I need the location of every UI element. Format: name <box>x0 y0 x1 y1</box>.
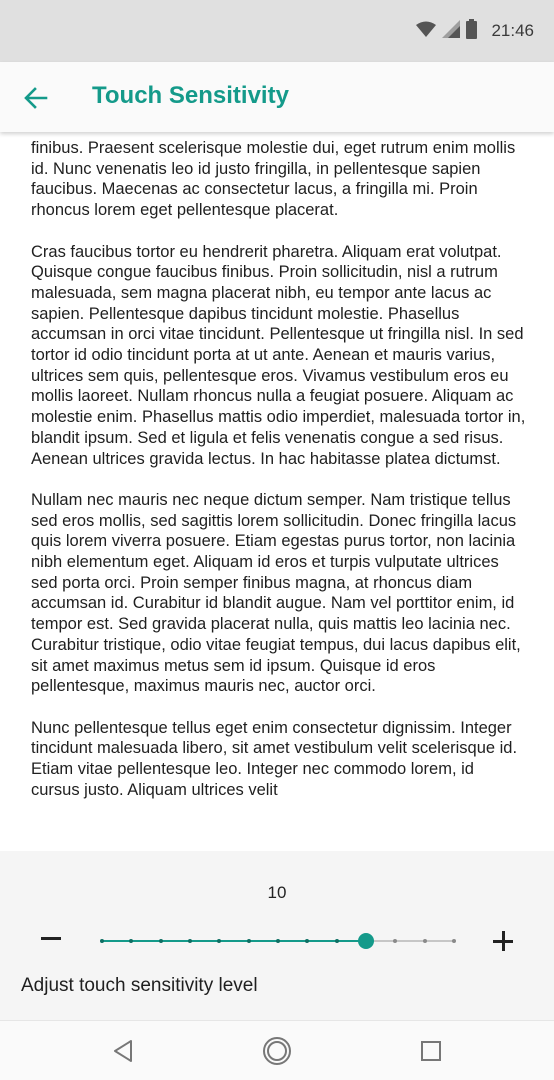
slider-tick <box>247 939 251 943</box>
sensitivity-value: 10 <box>267 883 287 902</box>
status-bar <box>0 0 554 62</box>
slider-tick <box>452 939 456 943</box>
home-circle-icon <box>262 1036 292 1066</box>
app-bar <box>0 62 554 132</box>
slider-tick <box>100 939 104 943</box>
slider-tick <box>159 939 163 943</box>
slider-tick <box>188 939 192 943</box>
wifi-icon <box>416 21 436 42</box>
slider-tick <box>393 939 397 943</box>
paragraph: Cras faucibus tortor eu hendrerit pharetra. Aliquam erat volutpat. Quisque congue faucibus finibus. Proin sollicitudin, nisl a rutrum malesuada, sem magna placerat nibh, eu tempor ante lacus ac sapien. Pellentesque dapibus tincidunt molestie. Phasellus accumsan in orci vitae tincidunt. Pellentesque ut fringilla nisl. In sed tortor id odio tincidunt porta at ut ante. Aenean et mauris varius, ultrices sem quis, pellentesque eros. Vivamus vestibulum eros eu mollis laoreet. Nullam rhoncus nulla a feugiat posuere. Aliquam ac molestie enim. Phasellus mattis odio imperdiet, malesuada tortor in, blandit ipsum. Sed et ligula et felis venenatis congue a sed risus. Aenean ultrices gravida lectus. In hac habitasse platea dictumst. <box>31 242 526 468</box>
page-title: Touch Sensitivity <box>92 82 289 109</box>
paragraph: Nullam nec mauris nec neque dictum semper. Nam tristique tellus sed eros mollis, sed sagittis lorem sollicitudin. Donec fringilla lacus quis lorem viverra posuere. Etiam egestas purus tortor, non lacinia nibh elementum eget. Aliquam id eros et turpis vulputate ultrices sed porta orci. Proin semper finibus magna, at rhoncus diam accumsan id. Curabitur id blandit augue. Nam vel porttitor enim, id tempor est. Sed gravida placerat nulla, quis mattis leo lacinia nec. Curabitur tristique, odio vitae feugiat tempus, dui lacus dapibus elit, sit amet maximus metus sem id ipsum. Quisque id eros pellentesque, maximus mauris nec, auctor orci. <box>31 490 521 696</box>
slider-tick <box>129 939 133 943</box>
slider-tick <box>335 939 339 943</box>
slider-tick <box>276 939 280 943</box>
paragraph: Nunc pellentesque tellus eget enim consectetur dignissim. Integer tincidunt malesuada libero, sit amet vestibulum velit scelerisque id. Etiam vitae pellentesque leo. Integer nec commodo lorem, id cursus justo. Aliquam ultrices velit <box>31 718 518 799</box>
paragraph: finibus. Praesent scelerisque molestie dui, eget rutrum enim mollis id. Nunc venenatis leo id justo fringilla, in pellentesque sapien faucibus. Maecenas ac consectetur lacus, a fringilla mi. Proin rhoncus lorem eget pellentesque placerat. <box>31 139 516 220</box>
arrow-back-icon <box>23 85 49 111</box>
slider-track-fill <box>102 940 366 942</box>
slider-thumb[interactable] <box>358 933 374 949</box>
content-text <box>31 138 526 821</box>
sensitivity-panel <box>0 851 554 1020</box>
signal-icon <box>442 20 460 43</box>
battery-icon <box>466 19 477 44</box>
navigation-bar <box>0 1020 554 1080</box>
status-icons <box>416 18 534 44</box>
status-time: 21:46 <box>491 21 534 40</box>
decrease-button[interactable] <box>38 925 64 951</box>
back-button[interactable] <box>18 80 54 116</box>
slider-caption: Adjust touch sensitivity level <box>21 975 258 996</box>
increase-button[interactable] <box>490 928 516 954</box>
content-scroll-area[interactable] <box>0 132 554 851</box>
nav-recents-button[interactable] <box>415 1035 447 1067</box>
nav-back-button[interactable] <box>107 1035 139 1067</box>
back-triangle-icon <box>112 1039 134 1063</box>
slider-tick <box>423 939 427 943</box>
sensitivity-slider[interactable] <box>100 931 456 951</box>
slider-tick <box>217 939 221 943</box>
recents-square-icon <box>420 1040 442 1062</box>
nav-home-button[interactable] <box>261 1035 293 1067</box>
slider-tick <box>305 939 309 943</box>
